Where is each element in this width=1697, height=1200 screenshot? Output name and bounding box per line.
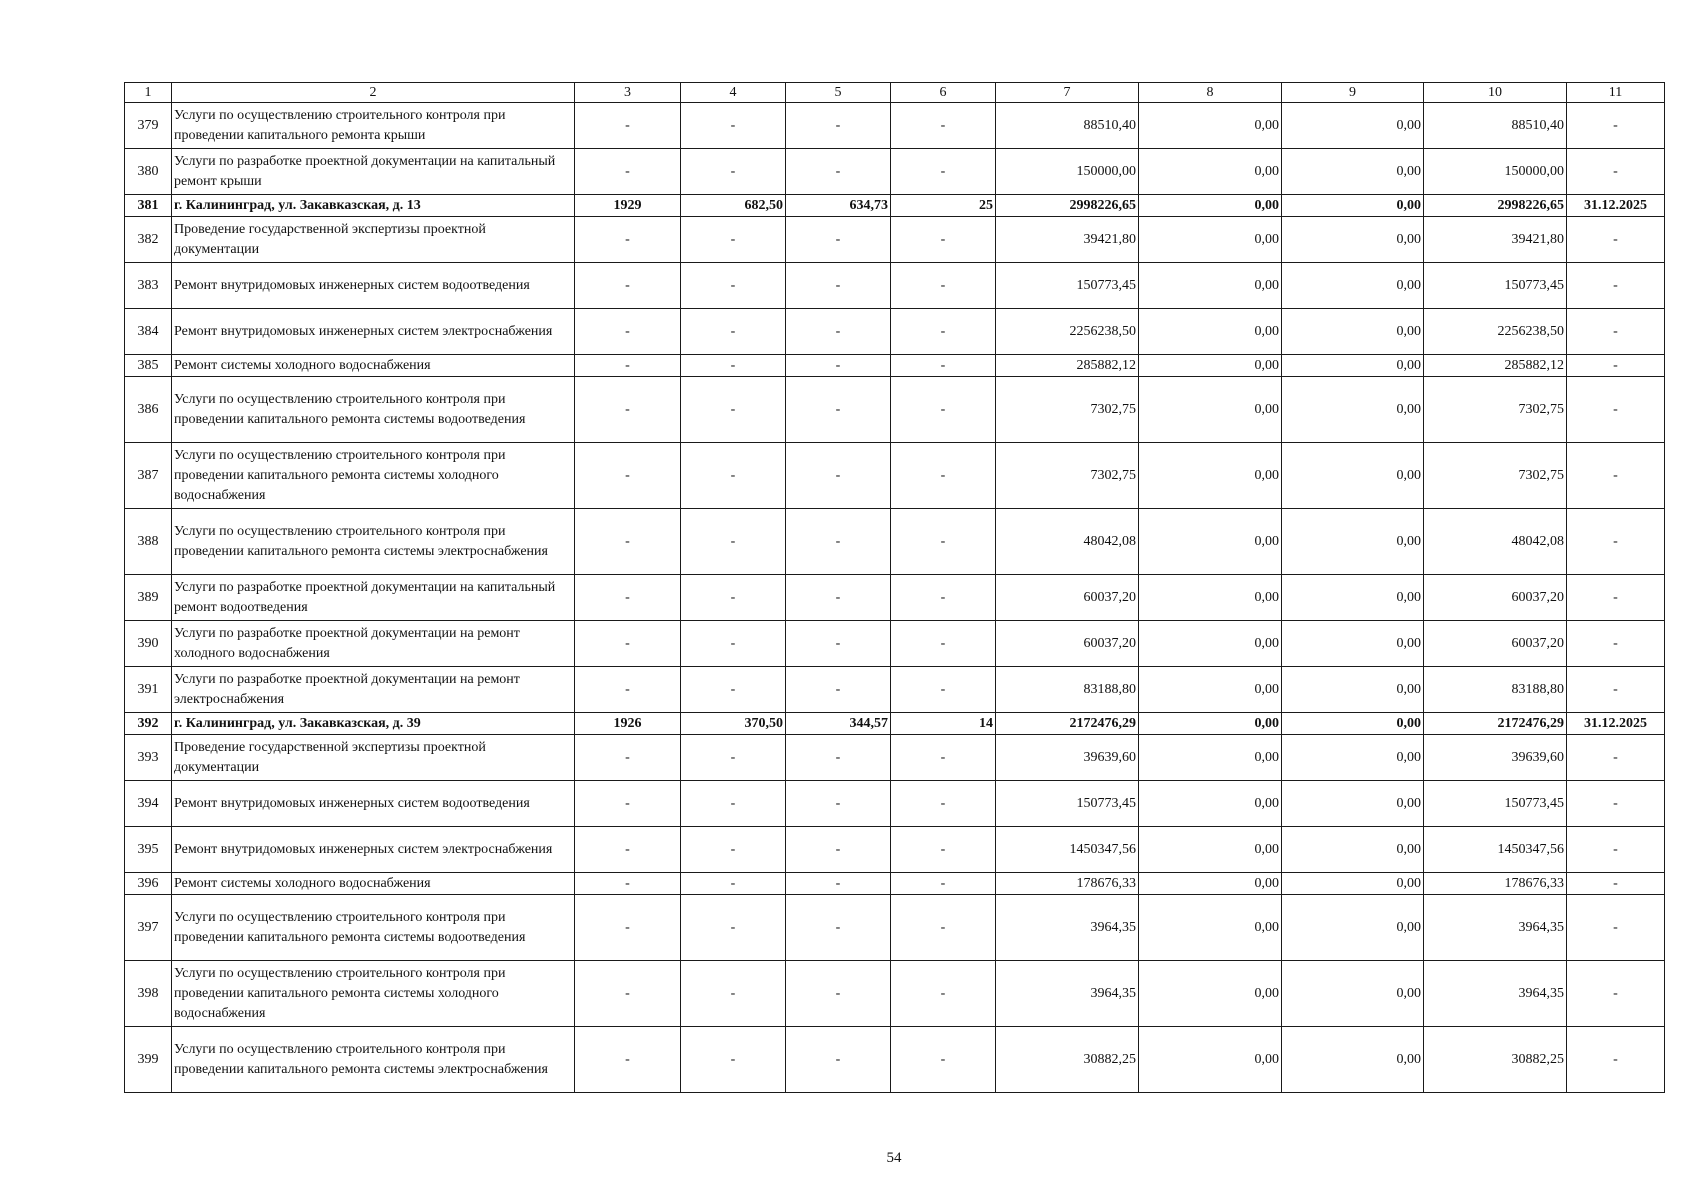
- cell-col-8: 0,00: [1139, 195, 1282, 217]
- table-row: [125, 667, 1665, 713]
- cell-col-10: 3964,35: [1424, 895, 1567, 961]
- row-number: 385: [125, 355, 172, 377]
- row-number: 381: [125, 195, 172, 217]
- cell-col-3: -: [575, 103, 681, 149]
- cell-col-8: 0,00: [1139, 217, 1282, 263]
- cell-col-4: -: [681, 509, 786, 575]
- cell-col-9: 0,00: [1282, 355, 1424, 377]
- cell-col-11: -: [1567, 827, 1665, 873]
- row-description: Услуги по разработке проектной документации на капитальный ремонт крыши: [172, 149, 575, 195]
- cell-col-5: -: [786, 827, 891, 873]
- row-description: Услуги по осуществлению строительного контроля при проведении капитального ремонта системы холодного водоснабжения: [172, 443, 575, 509]
- cell-col-4: -: [681, 443, 786, 509]
- column-header: 2: [172, 83, 575, 103]
- cell-col-11: -: [1567, 667, 1665, 713]
- cell-col-6: 25: [891, 195, 996, 217]
- cell-col-6: -: [891, 509, 996, 575]
- table-row: [125, 873, 1665, 895]
- table-row: [125, 103, 1665, 149]
- budget-table: [124, 82, 1665, 1093]
- cell-col-4: 370,50: [681, 713, 786, 735]
- table-row: [125, 575, 1665, 621]
- row-description: Услуги по осуществлению строительного контроля при проведении капитального ремонта крыши: [172, 103, 575, 149]
- cell-col-7: 285882,12: [996, 355, 1139, 377]
- cell-col-6: -: [891, 103, 996, 149]
- cell-col-6: -: [891, 895, 996, 961]
- table-row: [125, 217, 1665, 263]
- cell-col-7: 3964,35: [996, 961, 1139, 1027]
- cell-col-11: -: [1567, 355, 1665, 377]
- cell-col-7: 39421,80: [996, 217, 1139, 263]
- cell-col-11: -: [1567, 621, 1665, 667]
- cell-col-3: -: [575, 781, 681, 827]
- cell-col-3: -: [575, 149, 681, 195]
- cell-col-11: -: [1567, 575, 1665, 621]
- cell-col-4: -: [681, 781, 786, 827]
- cell-col-9: 0,00: [1282, 103, 1424, 149]
- row-number: 384: [125, 309, 172, 355]
- cell-col-3: -: [575, 895, 681, 961]
- table-row: [125, 621, 1665, 667]
- cell-col-8: 0,00: [1139, 103, 1282, 149]
- cell-col-10: 7302,75: [1424, 377, 1567, 443]
- cell-col-11: -: [1567, 735, 1665, 781]
- cell-col-8: 0,00: [1139, 621, 1282, 667]
- cell-col-10: 2998226,65: [1424, 195, 1567, 217]
- row-description: Услуги по осуществлению строительного контроля при проведении капитального ремонта системы водоотведения: [172, 895, 575, 961]
- cell-col-6: 14: [891, 713, 996, 735]
- cell-col-11: -: [1567, 149, 1665, 195]
- cell-col-7: 2172476,29: [996, 713, 1139, 735]
- cell-col-5: -: [786, 735, 891, 781]
- cell-col-7: 7302,75: [996, 443, 1139, 509]
- cell-col-6: -: [891, 621, 996, 667]
- cell-col-4: -: [681, 217, 786, 263]
- row-number: 392: [125, 713, 172, 735]
- cell-col-7: 60037,20: [996, 575, 1139, 621]
- row-description: Услуги по осуществлению строительного контроля при проведении капитального ремонта системы электроснабжения: [172, 1027, 575, 1093]
- cell-col-10: 7302,75: [1424, 443, 1567, 509]
- cell-col-4: -: [681, 895, 786, 961]
- cell-col-7: 3964,35: [996, 895, 1139, 961]
- cell-col-9: 0,00: [1282, 827, 1424, 873]
- row-description: Проведение государственной экспертизы проектной документации: [172, 217, 575, 263]
- cell-col-8: 0,00: [1139, 309, 1282, 355]
- cell-col-10: 39639,60: [1424, 735, 1567, 781]
- table-row: [125, 781, 1665, 827]
- cell-col-8: 0,00: [1139, 575, 1282, 621]
- table-row: [125, 309, 1665, 355]
- cell-col-4: -: [681, 667, 786, 713]
- table-row: [125, 377, 1665, 443]
- cell-col-11: -: [1567, 509, 1665, 575]
- row-description: Ремонт внутридомовых инженерных систем водоотведения: [172, 263, 575, 309]
- row-number: 386: [125, 377, 172, 443]
- row-number: 391: [125, 667, 172, 713]
- cell-col-9: 0,00: [1282, 895, 1424, 961]
- cell-col-10: 2256238,50: [1424, 309, 1567, 355]
- cell-col-7: 60037,20: [996, 621, 1139, 667]
- cell-col-6: -: [891, 735, 996, 781]
- row-description: Услуги по осуществлению строительного контроля при проведении капитального ремонта системы холодного водоснабжения: [172, 961, 575, 1027]
- cell-col-5: -: [786, 961, 891, 1027]
- cell-col-9: 0,00: [1282, 149, 1424, 195]
- cell-col-11: -: [1567, 873, 1665, 895]
- cell-col-3: -: [575, 621, 681, 667]
- cell-col-10: 30882,25: [1424, 1027, 1567, 1093]
- row-description: Услуги по разработке проектной документации на ремонт холодного водоснабжения: [172, 621, 575, 667]
- cell-col-4: -: [681, 873, 786, 895]
- cell-col-3: -: [575, 443, 681, 509]
- cell-col-8: 0,00: [1139, 149, 1282, 195]
- cell-col-5: -: [786, 217, 891, 263]
- cell-col-10: 285882,12: [1424, 355, 1567, 377]
- cell-col-5: -: [786, 575, 891, 621]
- cell-col-8: 0,00: [1139, 735, 1282, 781]
- cell-col-11: -: [1567, 443, 1665, 509]
- cell-col-4: -: [681, 827, 786, 873]
- row-number: 390: [125, 621, 172, 667]
- cell-col-9: 0,00: [1282, 195, 1424, 217]
- cell-col-5: -: [786, 873, 891, 895]
- row-number: 399: [125, 1027, 172, 1093]
- row-description: Ремонт внутридомовых инженерных систем водоотведения: [172, 781, 575, 827]
- cell-col-6: -: [891, 377, 996, 443]
- cell-col-4: -: [681, 961, 786, 1027]
- cell-col-6: -: [891, 1027, 996, 1093]
- cell-col-8: 0,00: [1139, 377, 1282, 443]
- cell-col-9: 0,00: [1282, 509, 1424, 575]
- cell-col-6: -: [891, 827, 996, 873]
- cell-col-10: 150773,45: [1424, 263, 1567, 309]
- cell-col-11: -: [1567, 1027, 1665, 1093]
- cell-col-7: 1450347,56: [996, 827, 1139, 873]
- cell-col-10: 178676,33: [1424, 873, 1567, 895]
- table-row: [125, 149, 1665, 195]
- row-description: Ремонт системы холодного водоснабжения: [172, 355, 575, 377]
- row-number: 395: [125, 827, 172, 873]
- cell-col-4: -: [681, 149, 786, 195]
- table-row: [125, 509, 1665, 575]
- cell-col-11: -: [1567, 781, 1665, 827]
- cell-col-3: -: [575, 309, 681, 355]
- cell-col-7: 150773,45: [996, 781, 1139, 827]
- cell-col-3: 1926: [575, 713, 681, 735]
- cell-col-8: 0,00: [1139, 895, 1282, 961]
- row-number: 387: [125, 443, 172, 509]
- cell-col-4: -: [681, 735, 786, 781]
- cell-col-3: -: [575, 667, 681, 713]
- column-header: 4: [681, 83, 786, 103]
- cell-col-6: -: [891, 217, 996, 263]
- cell-col-5: -: [786, 781, 891, 827]
- cell-col-4: -: [681, 309, 786, 355]
- table-row: [125, 443, 1665, 509]
- cell-col-6: -: [891, 149, 996, 195]
- cell-col-7: 7302,75: [996, 377, 1139, 443]
- cell-col-7: 178676,33: [996, 873, 1139, 895]
- cell-col-3: -: [575, 873, 681, 895]
- cell-col-6: -: [891, 263, 996, 309]
- cell-col-4: -: [681, 575, 786, 621]
- cell-col-9: 0,00: [1282, 621, 1424, 667]
- cell-col-11: -: [1567, 103, 1665, 149]
- cell-col-3: -: [575, 735, 681, 781]
- table-row: [125, 961, 1665, 1027]
- cell-col-5: -: [786, 443, 891, 509]
- cell-col-6: -: [891, 355, 996, 377]
- column-header: 9: [1282, 83, 1424, 103]
- cell-col-10: 3964,35: [1424, 961, 1567, 1027]
- cell-col-6: -: [891, 575, 996, 621]
- row-number: 397: [125, 895, 172, 961]
- cell-col-9: 0,00: [1282, 735, 1424, 781]
- cell-col-5: -: [786, 103, 891, 149]
- cell-col-8: 0,00: [1139, 961, 1282, 1027]
- column-header: 5: [786, 83, 891, 103]
- cell-col-9: 0,00: [1282, 443, 1424, 509]
- cell-col-8: 0,00: [1139, 667, 1282, 713]
- cell-col-7: 30882,25: [996, 1027, 1139, 1093]
- cell-col-9: 0,00: [1282, 961, 1424, 1027]
- column-header: 7: [996, 83, 1139, 103]
- column-header: 11: [1567, 83, 1665, 103]
- cell-col-9: 0,00: [1282, 377, 1424, 443]
- cell-col-7: 88510,40: [996, 103, 1139, 149]
- cell-col-8: 0,00: [1139, 781, 1282, 827]
- cell-col-5: 344,57: [786, 713, 891, 735]
- row-number: 389: [125, 575, 172, 621]
- cell-col-3: -: [575, 217, 681, 263]
- cell-col-11: -: [1567, 309, 1665, 355]
- cell-col-7: 150000,00: [996, 149, 1139, 195]
- table-row: [125, 895, 1665, 961]
- cell-col-8: 0,00: [1139, 1027, 1282, 1093]
- page-number: 54: [886, 1150, 902, 1166]
- table-row: [125, 827, 1665, 873]
- table-row: [125, 713, 1665, 735]
- cell-col-5: -: [786, 149, 891, 195]
- cell-col-9: 0,00: [1282, 1027, 1424, 1093]
- cell-col-3: -: [575, 509, 681, 575]
- cell-col-3: -: [575, 575, 681, 621]
- cell-col-5: -: [786, 667, 891, 713]
- table-row: [125, 355, 1665, 377]
- cell-col-5: -: [786, 621, 891, 667]
- cell-col-11: 31.12.2025: [1567, 195, 1665, 217]
- cell-col-10: 88510,40: [1424, 103, 1567, 149]
- cell-col-11: -: [1567, 217, 1665, 263]
- cell-col-7: 2998226,65: [996, 195, 1139, 217]
- cell-col-4: -: [681, 377, 786, 443]
- cell-col-3: -: [575, 1027, 681, 1093]
- row-number: 398: [125, 961, 172, 1027]
- table-row: [125, 195, 1665, 217]
- cell-col-10: 60037,20: [1424, 575, 1567, 621]
- cell-col-7: 2256238,50: [996, 309, 1139, 355]
- row-number: 394: [125, 781, 172, 827]
- cell-col-9: 0,00: [1282, 873, 1424, 895]
- cell-col-8: 0,00: [1139, 263, 1282, 309]
- cell-col-5: 634,73: [786, 195, 891, 217]
- cell-col-10: 1450347,56: [1424, 827, 1567, 873]
- column-header: 6: [891, 83, 996, 103]
- cell-col-6: -: [891, 961, 996, 1027]
- row-description: г. Калининград, ул. Закавказская, д. 13: [172, 195, 575, 217]
- row-description: Услуги по осуществлению строительного контроля при проведении капитального ремонта системы водоотведения: [172, 377, 575, 443]
- cell-col-9: 0,00: [1282, 667, 1424, 713]
- row-number: 388: [125, 509, 172, 575]
- cell-col-4: -: [681, 263, 786, 309]
- row-description: Услуги по разработке проектной документации на ремонт электроснабжения: [172, 667, 575, 713]
- cell-col-5: -: [786, 895, 891, 961]
- cell-col-8: 0,00: [1139, 873, 1282, 895]
- cell-col-6: -: [891, 443, 996, 509]
- cell-col-10: 48042,08: [1424, 509, 1567, 575]
- cell-col-8: 0,00: [1139, 713, 1282, 735]
- table-row: [125, 735, 1665, 781]
- row-description: Проведение государственной экспертизы проектной документации: [172, 735, 575, 781]
- cell-col-7: 48042,08: [996, 509, 1139, 575]
- cell-col-10: 39421,80: [1424, 217, 1567, 263]
- cell-col-3: -: [575, 827, 681, 873]
- row-description: Ремонт внутридомовых инженерных систем электроснабжения: [172, 827, 575, 873]
- cell-col-9: 0,00: [1282, 713, 1424, 735]
- row-description: Ремонт системы холодного водоснабжения: [172, 873, 575, 895]
- cell-col-11: -: [1567, 895, 1665, 961]
- row-description: Услуги по осуществлению строительного контроля при проведении капитального ремонта системы электроснабжения: [172, 509, 575, 575]
- cell-col-11: -: [1567, 961, 1665, 1027]
- cell-col-4: -: [681, 103, 786, 149]
- cell-col-10: 150000,00: [1424, 149, 1567, 195]
- cell-col-5: -: [786, 263, 891, 309]
- cell-col-11: -: [1567, 377, 1665, 443]
- column-header: 3: [575, 83, 681, 103]
- cell-col-11: 31.12.2025: [1567, 713, 1665, 735]
- row-description: Услуги по разработке проектной документации на капитальный ремонт водоотведения: [172, 575, 575, 621]
- cell-col-9: 0,00: [1282, 263, 1424, 309]
- column-number-header-row: [125, 83, 1665, 103]
- cell-col-3: -: [575, 263, 681, 309]
- cell-col-8: 0,00: [1139, 443, 1282, 509]
- column-header: 10: [1424, 83, 1567, 103]
- row-number: 380: [125, 149, 172, 195]
- cell-col-5: -: [786, 509, 891, 575]
- cell-col-6: -: [891, 873, 996, 895]
- cell-col-10: 60037,20: [1424, 621, 1567, 667]
- cell-col-5: -: [786, 1027, 891, 1093]
- cell-col-4: -: [681, 1027, 786, 1093]
- cell-col-10: 83188,80: [1424, 667, 1567, 713]
- row-number: 383: [125, 263, 172, 309]
- cell-col-6: -: [891, 781, 996, 827]
- cell-col-11: -: [1567, 263, 1665, 309]
- cell-col-7: 39639,60: [996, 735, 1139, 781]
- cell-col-3: -: [575, 377, 681, 443]
- cell-col-4: -: [681, 355, 786, 377]
- cell-col-5: -: [786, 355, 891, 377]
- table-row: [125, 263, 1665, 309]
- cell-col-7: 83188,80: [996, 667, 1139, 713]
- cell-col-4: -: [681, 621, 786, 667]
- cell-col-4: 682,50: [681, 195, 786, 217]
- cell-col-8: 0,00: [1139, 355, 1282, 377]
- cell-col-5: -: [786, 309, 891, 355]
- cell-col-6: -: [891, 309, 996, 355]
- cell-col-8: 0,00: [1139, 827, 1282, 873]
- cell-col-6: -: [891, 667, 996, 713]
- cell-col-9: 0,00: [1282, 781, 1424, 827]
- cell-col-10: 150773,45: [1424, 781, 1567, 827]
- column-header: 8: [1139, 83, 1282, 103]
- row-number: 379: [125, 103, 172, 149]
- row-description: г. Калининград, ул. Закавказская, д. 39: [172, 713, 575, 735]
- cell-col-10: 2172476,29: [1424, 713, 1567, 735]
- cell-col-3: -: [575, 961, 681, 1027]
- cell-col-8: 0,00: [1139, 509, 1282, 575]
- row-number: 382: [125, 217, 172, 263]
- row-number: 396: [125, 873, 172, 895]
- row-description: Ремонт внутридомовых инженерных систем электроснабжения: [172, 309, 575, 355]
- cell-col-5: -: [786, 377, 891, 443]
- column-header: 1: [125, 83, 172, 103]
- cell-col-3: 1929: [575, 195, 681, 217]
- cell-col-9: 0,00: [1282, 575, 1424, 621]
- table-row: [125, 1027, 1665, 1093]
- cell-col-9: 0,00: [1282, 309, 1424, 355]
- cell-col-9: 0,00: [1282, 217, 1424, 263]
- row-number: 393: [125, 735, 172, 781]
- cell-col-3: -: [575, 355, 681, 377]
- cell-col-7: 150773,45: [996, 263, 1139, 309]
